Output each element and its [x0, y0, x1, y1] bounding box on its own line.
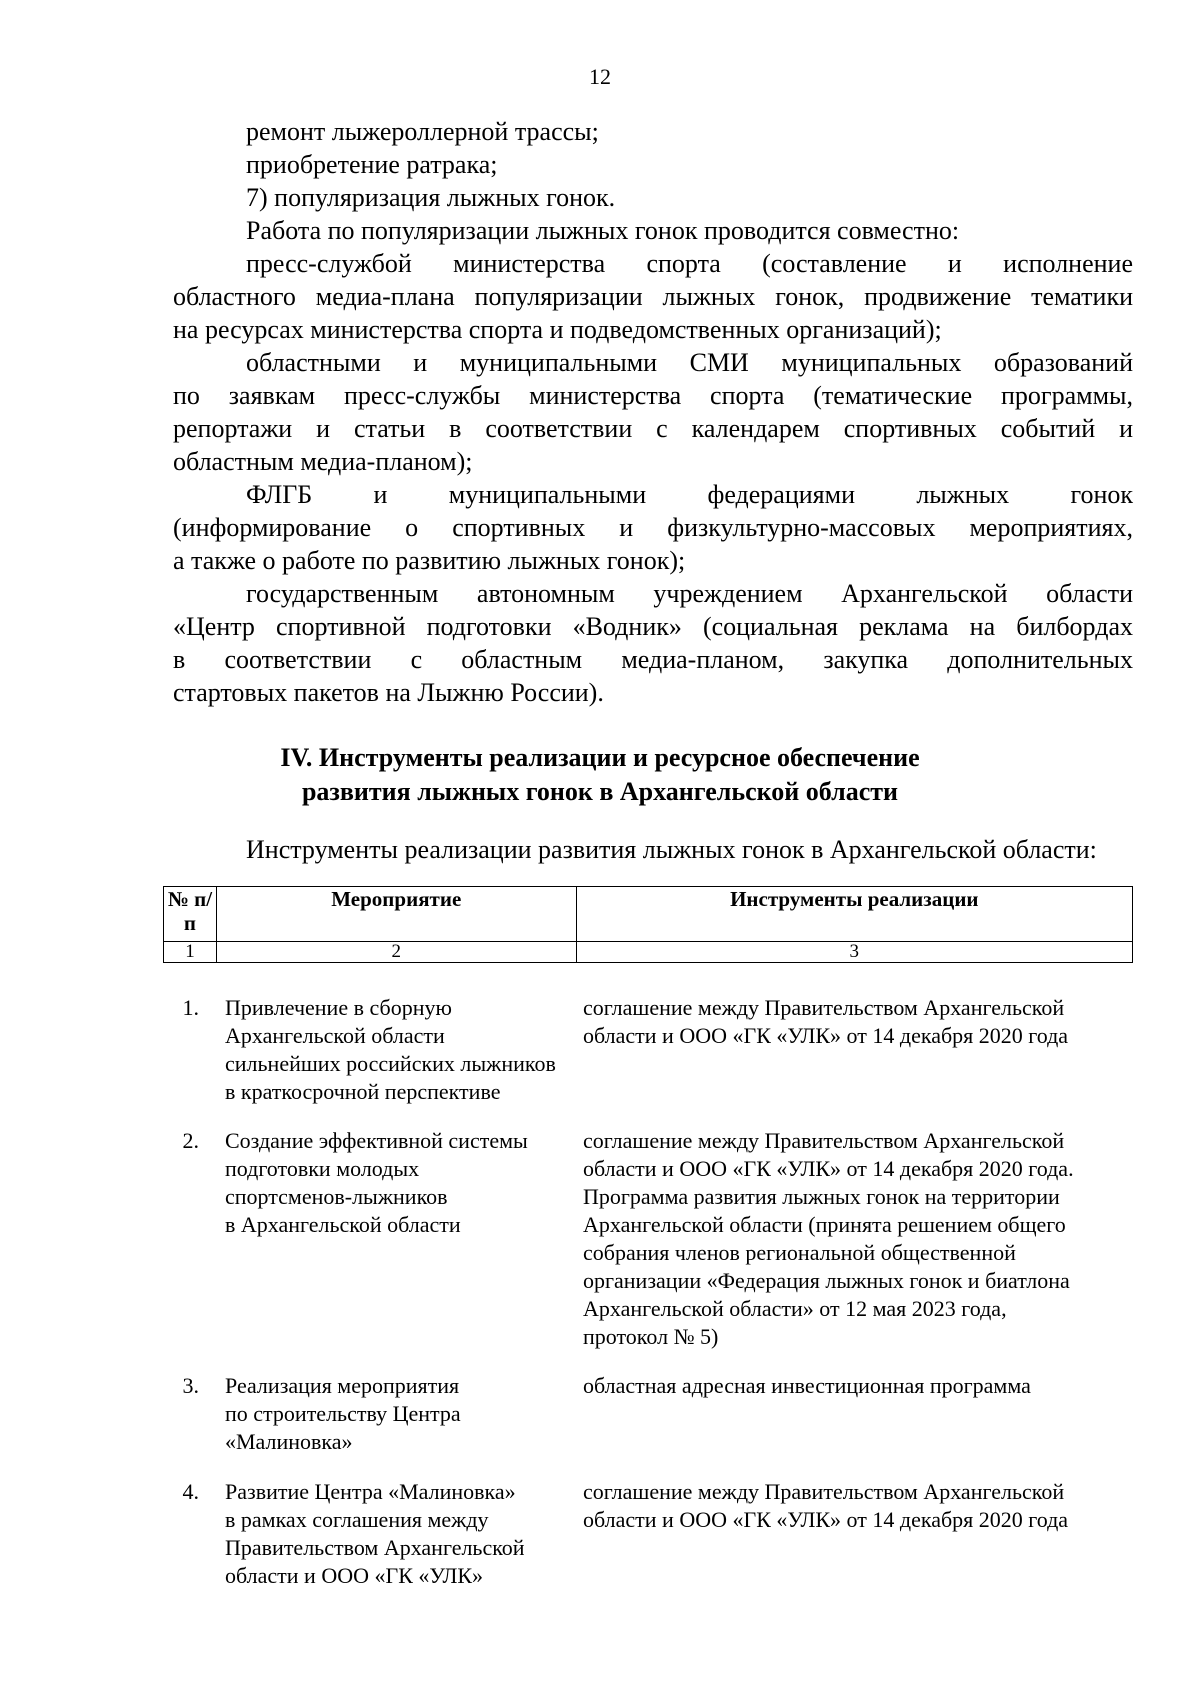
row-number: 1. — [182, 995, 199, 1020]
row-event: Привлечение в сборную Архангельской области сильнейших российских лыжников в краткосрочной перспективе — [225, 995, 556, 1104]
row-tools: областная адресная инвестиционная программа — [583, 1373, 1031, 1398]
row-tools: соглашение между Правительством Архангельской области и ООО «ГК «УЛК» от 14 декабря 2020 года. Программа развития лыжных гонок на территории Архангельской области (принята решением общего собрания членов региональной общественной организации «Федерация лыжных гонок и биатлона Архангельской области» от 12 мая 2023 года, протокол № 5) — [583, 1128, 1074, 1349]
column-header-number: № п/п — [164, 887, 217, 942]
column-number-1: 1 — [164, 942, 217, 963]
column-number-2: 2 — [216, 942, 576, 963]
body-line: на ресурсах министерства спорта и подведомственных организаций); — [173, 315, 942, 344]
body-line: в соответствии с областным медиа-планом, закупка дополнительных — [173, 645, 1133, 674]
row-event: Реализация мероприятия по строительству Центра «Малиновка» — [225, 1373, 461, 1454]
row-tools: соглашение между Правительством Архангельской области и ООО «ГК «УЛК» от 14 декабря 2020 года — [583, 1479, 1069, 1532]
row-number: 2. — [182, 1128, 199, 1153]
table-intro: Инструменты реализации развития лыжных гонок в Архангельской области: — [246, 835, 1097, 864]
body-line: стартовых пакетов на Лыжню России). — [173, 678, 604, 707]
body-line: репортажи и статьи в соответствии с календарем спортивных событий и — [173, 414, 1133, 443]
section-heading-line1: IV. Инструменты реализации и ресурсное обеспечение — [280, 743, 920, 772]
body-line: ремонт лыжероллерной трассы; — [246, 117, 599, 146]
body-line: государственным автономным учреждением Архангельской области — [246, 579, 1133, 608]
body-line: 7) популяризация лыжных гонок. — [246, 183, 616, 212]
column-header-tools: Инструменты реализации — [576, 887, 1132, 942]
body-line: областного медиа-плана популяризации лыжных гонок, продвижение тематики — [173, 282, 1133, 311]
body-line: пресс-службой министерства спорта (составление и исполнение — [246, 249, 1133, 278]
table-header — [163, 886, 1133, 963]
row-number: 4. — [182, 1479, 199, 1504]
body-line: приобретение ратрака; — [246, 150, 498, 179]
body-line: областными и муниципальными СМИ муниципальных образований — [246, 348, 1133, 377]
section-heading-line2: развития лыжных гонок в Архангельской области — [301, 777, 899, 806]
body-line: (информирование о спортивных и физкультурно-массовых мероприятиях, — [173, 513, 1133, 542]
body-line: ФЛГБ и муниципальными федерациями лыжных гонок — [246, 480, 1133, 509]
body-line: по заявкам пресс-службы министерства спорта (тематические программы, — [173, 381, 1133, 410]
row-event: Развитие Центра «Малиновка» в рамках соглашения между Правительством Архангельской области и ООО «ГК «УЛК» — [225, 1479, 525, 1588]
body-line: областным медиа-планом); — [173, 447, 473, 476]
column-header-event: Мероприятие — [216, 887, 576, 942]
row-number: 3. — [182, 1373, 199, 1398]
row-event: Создание эффективной системы подготовки молодых спортсменов-лыжников в Архангельской области — [225, 1128, 528, 1237]
body-line: «Центр спортивной подготовки «Водник» (социальная реклама на билбордах — [173, 612, 1133, 641]
body-line: а также о работе по развитию лыжных гонок); — [173, 546, 686, 575]
body-line: Работа по популяризации лыжных гонок проводится совместно: — [246, 216, 960, 245]
row-tools: соглашение между Правительством Архангельской области и ООО «ГК «УЛК» от 14 декабря 2020 года — [583, 995, 1069, 1048]
page-number: 12 — [589, 64, 611, 89]
column-number-3: 3 — [576, 942, 1132, 963]
